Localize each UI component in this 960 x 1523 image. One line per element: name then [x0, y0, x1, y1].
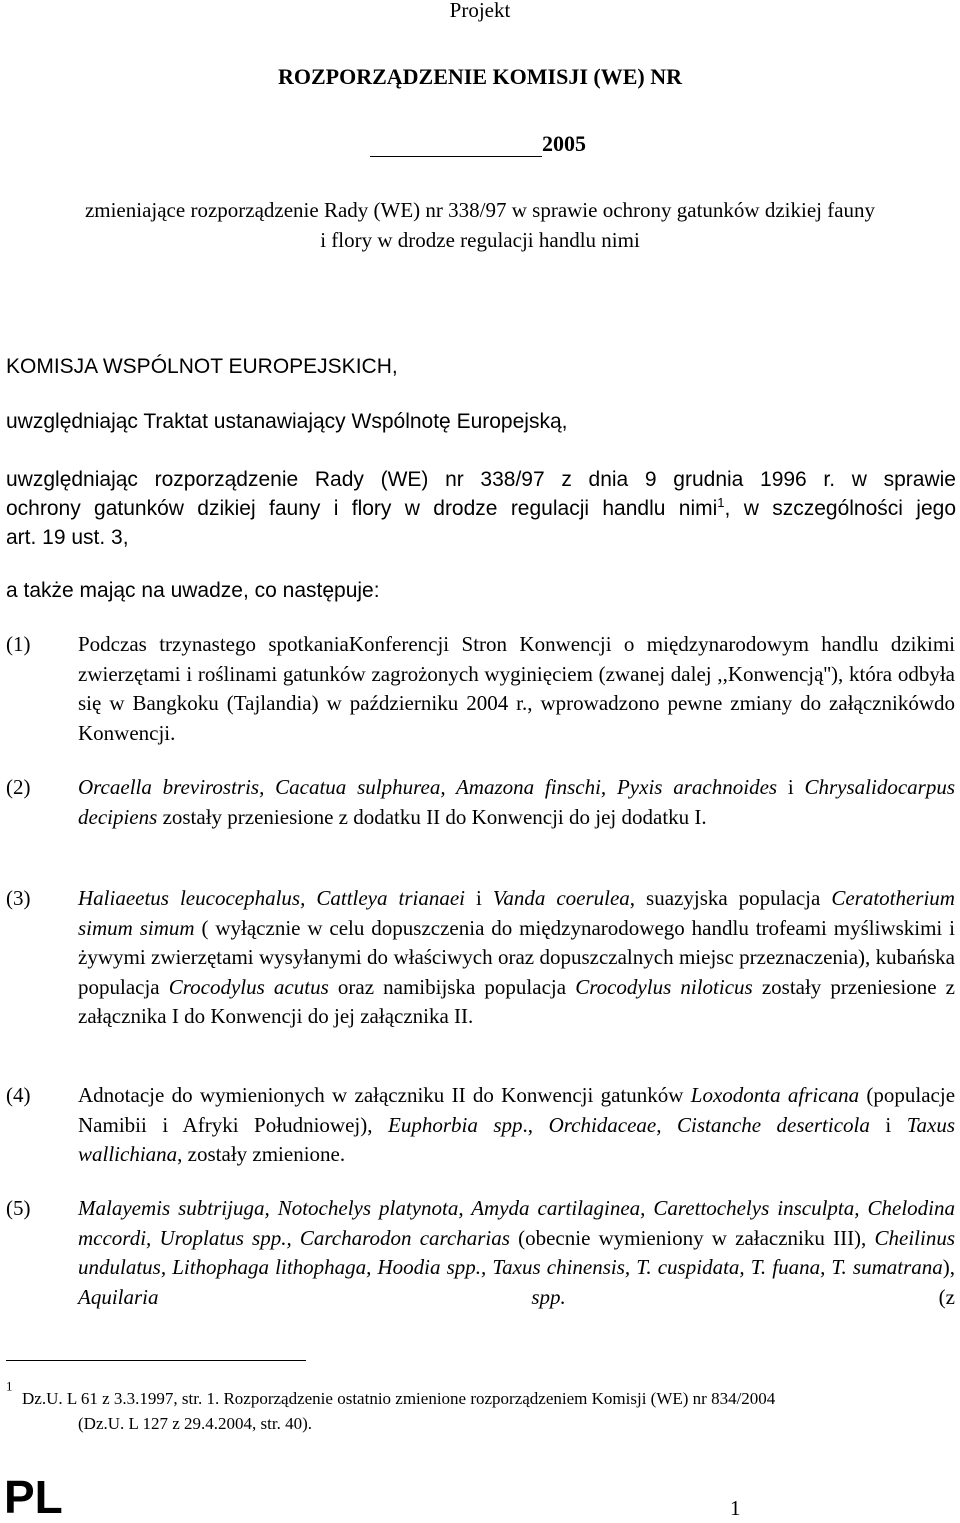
recital-segment: oraz namibijska populacja: [328, 974, 576, 999]
recital-segment: i: [465, 886, 493, 910]
page-number: 1: [730, 1496, 741, 1520]
recital-segment: ),: [942, 1255, 955, 1279]
species-name: Orchidaceae, Cistanche deserticola: [548, 1112, 870, 1137]
recital-segment: , suazyjska populacja: [629, 886, 832, 910]
species-name: Euphorbia spp: [388, 1112, 523, 1137]
commission-heading: KOMISJA WSPÓLNOT EUROPEJSKICH,: [6, 355, 398, 378]
footnote-line-2: (Dz.U. L 127 z 29.4.2004, str. 40).: [78, 1414, 313, 1433]
recital-segment: Podczas trzynastego spotkaniaKonferencji Stron Konwencji o międzynarodowym handlu dzikimi zwierzętami i roślinami gatunków zagrożonych wyginięciem (zwanej dalej ,,Konwencją''), która odbyła się w Bangkoku (Tajlandia) w październiku 2004 r., wprowadzono pewne zmiany do załącznikówdo Konwencji.: [78, 632, 955, 745]
language-code: PL: [4, 1471, 63, 1523]
species-name: Crocodylus niloticus: [575, 974, 753, 999]
species-name: Orcaella brevirostris, Cacatua sulphurea, Amazona finschi, Pyxis arachnoides: [78, 775, 778, 799]
footnote-line-1: Dz.U. L 61 z 3.3.1997, str. 1. Rozporządzenie ostatnio zmienione rozporządzeniem Komisji (WE) nr 834/2004: [22, 1389, 776, 1408]
recital-number: (3): [6, 886, 31, 910]
document-title: ROZPORZĄDZENIE KOMISJI (WE) NR: [278, 64, 682, 89]
citation-text: ochrony gatunków dzikiej fauny i flory w drodze regulacji handlu nimi: [6, 497, 718, 520]
species-name: Loxodonta africana: [690, 1083, 860, 1107]
species-name: Malayemis subtrijuga, Notochelys platynota, Amyda cartilaginea, Carettochelys insculpta, Chelodina mccordi, Uroplatus spp., Carcharodon carcharias: [78, 1196, 955, 1250]
species-name: Ceratotherium simum simum: [78, 886, 955, 940]
citation-regulation-line-3: art. 19 ust. 3,: [6, 526, 129, 549]
species-name: Crocodylus acutus: [168, 974, 329, 999]
species-name: Vanda coerulea: [492, 886, 630, 910]
draft-label: Projekt: [449, 0, 511, 22]
whereas-intro: a także mając na uwadze, co następuje:: [6, 579, 380, 602]
species-name: Cheilinus undulatus, Lithophaga lithophaga, Hoodia spp., Taxus chinensis, T. cuspidata, T. fuana, T. sumatrana: [78, 1225, 956, 1279]
recital-segment: Adnotacje do wymienionych w załączniku II do Konwencji gatunków: [78, 1083, 691, 1107]
citation-regulation: [6, 465, 956, 552]
recital-text: [78, 630, 955, 748]
citation-treaty: uwzględniając Traktat ustanawiający Wspólnotę Europejską,: [6, 410, 568, 433]
recital-segment: .,: [522, 1112, 549, 1137]
recital-segment: i: [777, 775, 805, 799]
year-text: 2005: [542, 131, 586, 156]
footnote-marker: 1: [6, 1378, 13, 1394]
species-name: Taxus wallichiana: [78, 1112, 955, 1166]
footnote-reference: 1: [717, 495, 725, 510]
recital-segment: (populacje Namibii i Afryki Południowej),: [78, 1083, 956, 1137]
recital-segment: ( wyłącznie w celu dopuszczenia do międzynarodowego handlu trofeami myśliwskimi i żywymi zwierzętami wysyłanymi do właściwych oraz dopuszczalnych miejsc przeznaczenia), kubańska populacja: [78, 915, 955, 999]
recital-text: [78, 1194, 955, 1312]
recital-segment: (obecnie wymieniony w załaczniku III),: [509, 1225, 875, 1250]
citation-text-end: , w szczególności jego: [724, 497, 957, 520]
citation-regulation-line-2: [6, 494, 956, 523]
number-blank-line: [370, 134, 542, 157]
recital-segment: zostały przeniesione z załącznika I do Konwencji do jej załącznika II.: [78, 974, 955, 1028]
recital-number: (1): [6, 632, 31, 656]
recital-number: (4): [6, 1083, 31, 1107]
citation-regulation-line-1: uwzględniając rozporządzenie Rady (WE) nr 338/97 z dnia 9 grudnia 1996 r. w sprawie: [6, 468, 956, 491]
recital-number: (5): [6, 1196, 31, 1220]
recital-text: [78, 884, 955, 1032]
species-name: Haliaeetus leucocephalus, Cattleya trianaei: [78, 886, 465, 910]
recital-segment: zostały przeniesione z dodatku II do Konwencji do jej dodatku I.: [157, 804, 707, 829]
subtitle-line-1: zmieniające rozporządzenie Rady (WE) nr 338/97 w sprawie ochrony gatunków dzikiej fauny: [84, 198, 876, 222]
subtitle-line-2: i flory w drodze regulacji handlu nimi: [320, 228, 640, 252]
species-name: Aquilaria spp.: [78, 1284, 566, 1309]
species-name: Chrysalidocarpus decipiens: [78, 775, 955, 829]
footnote-number: [6, 1378, 13, 1402]
recital-segment: (z: [565, 1284, 955, 1309]
recital-text: [78, 773, 955, 832]
recital-text: [78, 1081, 955, 1170]
recital-number: (2): [6, 775, 31, 799]
recital-segment: i: [869, 1112, 907, 1137]
footnote-separator: [6, 1360, 306, 1361]
recital-segment: , zostały zmienione.: [177, 1142, 346, 1166]
title-year: [370, 131, 586, 157]
